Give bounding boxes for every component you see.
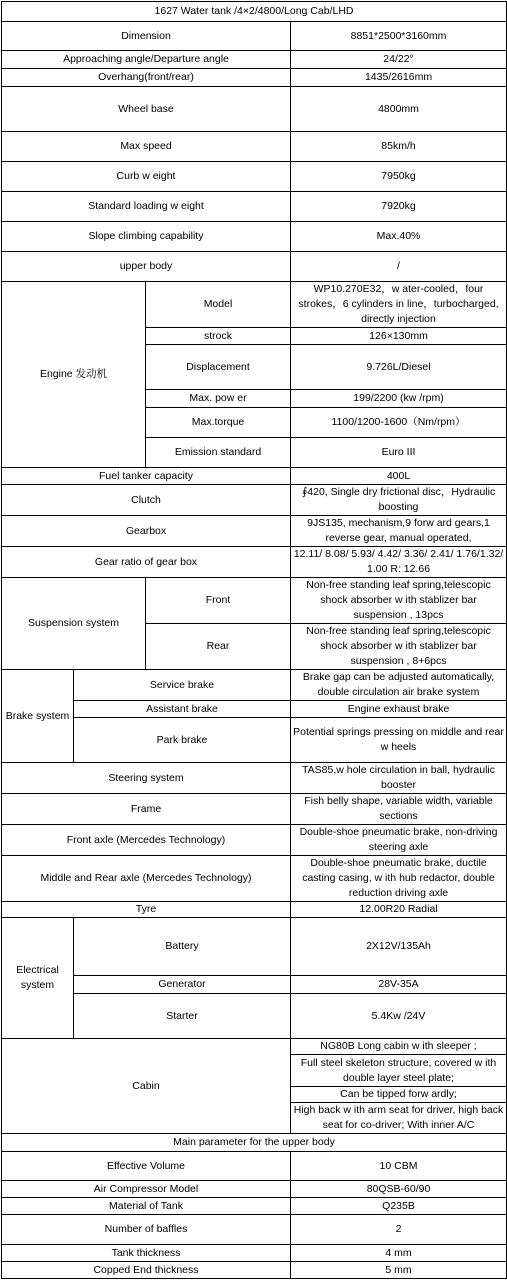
row-label: Copped End thickness: [2, 1262, 291, 1279]
table-row: [2, 87, 507, 132]
row-label: Wheel base: [2, 87, 291, 132]
table-row: [2, 1262, 507, 1279]
row-value: 1100/1200-1600（Nm/rpm）: [291, 408, 507, 438]
table-row: [2, 718, 507, 763]
row-label: Frame: [2, 794, 291, 825]
row-value: 199/2200 (kw /rpm): [291, 390, 507, 408]
table-row: [2, 1215, 507, 1245]
table-row: [2, 701, 507, 718]
table-row: [2, 51, 507, 69]
row-value: 5.4Kw /24V: [291, 994, 507, 1039]
section-header-row: [2, 1134, 507, 1152]
table-row: [2, 994, 507, 1039]
row-value: WP10.270E32，w ater-cooled，four strokes，6 cylinders in line，turbocharged, directly injection: [291, 282, 507, 328]
row-label: Number of baffles: [2, 1215, 291, 1245]
row-label: Overhang(front/rear): [2, 69, 291, 87]
row-label: Clutch: [2, 485, 291, 516]
table-row: [2, 162, 507, 192]
table-row: [2, 918, 507, 976]
row-label: Max. pow er: [146, 390, 291, 408]
row-value: Double-shoe pneumatic brake, non-driving steering axle: [291, 825, 507, 856]
cabin-group-label: Cabin: [2, 1039, 291, 1134]
row-label: Steering system: [2, 763, 291, 794]
cabin-line: NG80B Long cabin w ith sleeper ;: [291, 1039, 507, 1055]
row-value: Fish belly shape, variable width, variable sections: [291, 794, 507, 825]
table-row: [2, 22, 507, 51]
row-label: Starter: [74, 994, 291, 1039]
row-label: Gear ratio of gear box: [2, 547, 291, 578]
row-value: 85km/h: [291, 132, 507, 162]
row-value: 7920kg: [291, 192, 507, 222]
row-value: 4800mm: [291, 87, 507, 132]
table-row: [2, 856, 507, 902]
table-row: [2, 192, 507, 222]
row-label: Gearbox: [2, 516, 291, 547]
table-row: [2, 468, 507, 485]
row-label: Front: [146, 578, 291, 624]
row-label: Max speed: [2, 132, 291, 162]
row-label: Slope climbing capability: [2, 222, 291, 252]
section-header: Main parameter for the upper body: [2, 1134, 507, 1152]
row-value: 12.11/ 8.08/ 5.93/ 4.42/ 3.36/ 2.41/ 1.76/1.32/ 1.00 R: 12.66: [291, 547, 507, 578]
row-value: ∮420, Single dry frictional disc，Hydraulic boosting: [291, 485, 507, 516]
electrical-group-label: Electrical system: [2, 918, 74, 1039]
row-value: TAS85,w hole circulation in ball, hydraulic booster: [291, 763, 507, 794]
row-value: 400L: [291, 468, 507, 485]
row-value: 12.00R20 Radial: [291, 902, 507, 918]
cabin-line: Can be tipped forw ardly;: [291, 1087, 507, 1103]
row-label: strock: [146, 328, 291, 345]
row-label: Middle and Rear axle (Mercedes Technology): [2, 856, 291, 902]
row-value: Double-shoe pneumatic brake, ductile casting casing, w ith hub redactor, double reduction driving axle: [291, 856, 507, 902]
brake-group-label: Brake system: [2, 670, 74, 763]
row-value: /: [291, 252, 507, 282]
row-label: Curb w eight: [2, 162, 291, 192]
table-row: [2, 222, 507, 252]
row-value: 24/22°: [291, 51, 507, 69]
cabin-line: High back w ith arm seat for driver, high back seat for co-driver; With inner A/C: [291, 1103, 507, 1134]
row-value: Max.40%: [291, 222, 507, 252]
row-value: Non-free standing leaf spring,telescopic shock absorber w ith stablizer bar suspension , 8+6pcs: [291, 624, 507, 670]
row-label: Approaching angle/Departure angle: [2, 51, 291, 69]
table-row: [2, 794, 507, 825]
table-row: [2, 1152, 507, 1181]
table-row: [2, 516, 507, 547]
row-label: Max.torque: [146, 408, 291, 438]
table-title: 1627 Water tank /4×2/4800/Long Cab/LHD: [2, 2, 507, 22]
row-label: Dimension: [2, 22, 291, 51]
engine-group-label: Engine 发动机: [2, 282, 146, 468]
row-value: 2: [291, 1215, 507, 1245]
row-label: Rear: [146, 624, 291, 670]
row-value: 10 CBM: [291, 1152, 507, 1181]
row-value: 126×130mm: [291, 328, 507, 345]
table-row: [2, 252, 507, 282]
row-label: Tank thickness: [2, 1245, 291, 1262]
row-value: 2X12V/135Ah: [291, 918, 507, 976]
row-label: upper body: [2, 252, 291, 282]
row-value: 9.726L/Diesel: [291, 345, 507, 390]
suspension-group-label: Suspension system: [2, 578, 146, 670]
row-value: Brake gap can be adjusted automatically, double circulation air brake system: [291, 670, 507, 701]
row-value: Engine exhaust brake: [291, 701, 507, 718]
table-row: [2, 763, 507, 794]
row-value: 1435/2616mm: [291, 69, 507, 87]
row-label: Park brake: [74, 718, 291, 763]
table-row: [2, 547, 507, 578]
row-label: Tyre: [2, 902, 291, 918]
row-label: Fuel tanker capacity: [2, 468, 291, 485]
row-label: Front axle (Mercedes Technology): [2, 825, 291, 856]
table-row: [2, 902, 507, 918]
row-value: Euro III: [291, 438, 507, 468]
table-row: [2, 976, 507, 994]
table-row: [2, 670, 507, 701]
row-label: Standard loading w eight: [2, 192, 291, 222]
title-row: [2, 2, 507, 22]
row-value: 80QSB-60/90: [291, 1181, 507, 1198]
row-label: Assistant brake: [74, 701, 291, 718]
row-label: Material of Tank: [2, 1198, 291, 1215]
row-label: Displacement: [146, 345, 291, 390]
row-value: 5 mm: [291, 1262, 507, 1279]
row-value: Q235B: [291, 1198, 507, 1215]
cabin-line: Full steel skeleton structure, covered w ith double layer steel plate;: [291, 1055, 507, 1087]
row-value: 28V-35A: [291, 976, 507, 994]
table-row: [2, 282, 507, 328]
table-row: [2, 1245, 507, 1262]
table-row: [2, 1198, 507, 1215]
table-row: [2, 1039, 507, 1055]
row-value: 8851*2500*3160mm: [291, 22, 507, 51]
row-label: Model: [146, 282, 291, 328]
table-row: [2, 485, 507, 516]
row-label: Air Compressor Model: [2, 1181, 291, 1198]
row-value: 9JS135, mechanism,9 forw ard gears,1 reverse gear, manual operated,: [291, 516, 507, 547]
row-label: Service brake: [74, 670, 291, 701]
table-row: [2, 69, 507, 87]
table-row: [2, 132, 507, 162]
row-label: Generator: [74, 976, 291, 994]
row-value: 4 mm: [291, 1245, 507, 1262]
spec-table: [1, 1, 507, 1279]
row-value: Non-free standing leaf spring,telescopic shock absorber w ith stablizer bar suspension , 13pcs: [291, 578, 507, 624]
table-row: [2, 825, 507, 856]
table-row: [2, 1181, 507, 1198]
table-row: [2, 578, 507, 624]
row-value: 7950kg: [291, 162, 507, 192]
row-label: Emission standard: [146, 438, 291, 468]
row-value: Potential springs pressing on middle and rear w heels: [291, 718, 507, 763]
row-label: Battery: [74, 918, 291, 976]
row-label: Effective Volume: [2, 1152, 291, 1181]
